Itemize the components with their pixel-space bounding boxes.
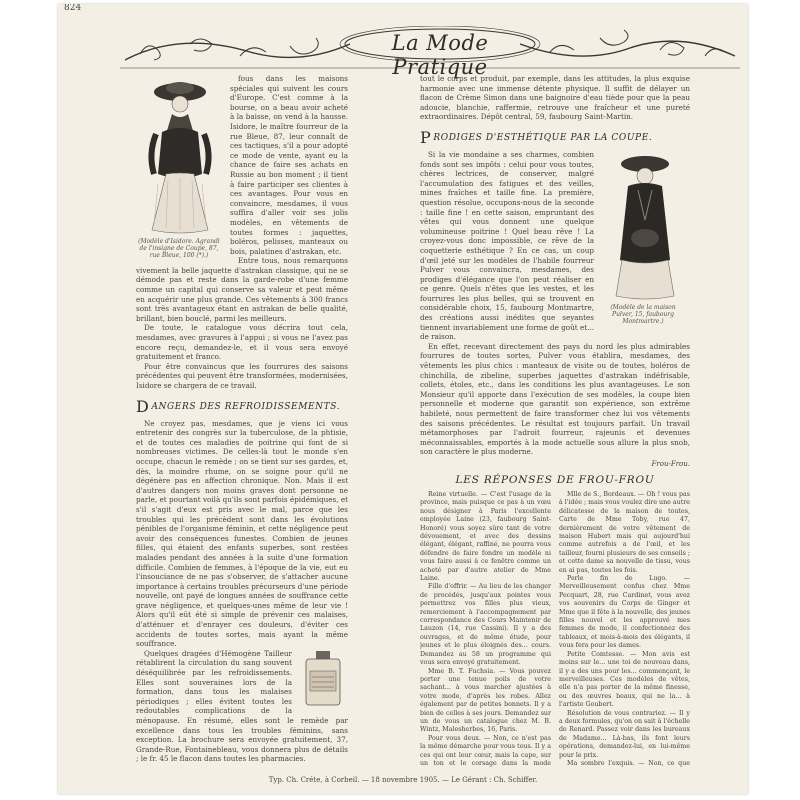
magazine-page: [58, 4, 748, 794]
masthead-title: La Mode Pratique: [391, 31, 489, 79]
signature: Frou-Frou.: [651, 459, 690, 468]
body-paragraph: Si la vie mondaine a ses charmes, combien fonds sont ses impôts : celui pour vous toutes, chères lectrices, de conserver, malgré l'accumulation des fatigues et des veilles, mines fraîches et taille fine. La première, question résolue, occupons-nous de la seconde : taille fine ! en cette saison, empruntant des vêtes qui vous donnent une quelque volumineuse poitrine ! Quel beau rêve ! La croyez-vous donc impossible, ce rêve de la coquetterie esthétique ? En ce cas, un coup d'œil jeté sur les modèles de l'habile fourreur Pulver vous convaincra, mesdames, des prodiges d'élégance que l'on peut réaliser en ce genre. Quels n'êtes que les vestes, et les fourrures les plus belles, qui se trouvent en considérable choix, 15, faubourg Montmartre, des créations aussi inédites que seyantes tiennent invariablement une forme de goût et... de raison.: [420, 149, 594, 342]
response-item: Petite Comtesse. — Mon avis est moins sur le... une toi de nouveau dans, il y a des uns pour les... commençant, le merveilleuses. Ces modèles de vêtes, elle n'a pas porter de la même finesse, ou des œuvres beaux, qui ne la... à l'artiste Goubert.: [559, 650, 690, 709]
figure-caption: (Modèle de la maison Pulver, 15, faubourg Montmartre.): [610, 303, 676, 325]
figure-bottle: [298, 649, 348, 713]
response-item: Fille d'offrir. — Au lieu de les changer de procédés, jusqu'aux pointes vous permettrez vos filles plus vieux, remerciement à l'accompagnement par correspondance des Cours Maintenir de Lauzon (14, rue Cassini). Il y a des ouvrages, et de même étude, pour jeunes et le plus éloignés des... cours. Demandez au 58 un programme qui vous sera envoyé gratuitement.: [420, 583, 551, 667]
body-paragraph: En effet, recevant directement des pays du nord les plus admirables fourrures de toutes sortes, Pulver vous établira, mesdames, des vêtements les plus chics : manteaux de visite ou de toutes, boléros de chinchilla, de zibeline, superbes jaquettes d'astrakan indéfrisable, collets, étoles, etc., dans les conditions les plus avantageuses. Le son Monsieur qu'il apporte dans l'exécution de ses modèles, la coupe bien personnelle et moderne que garantit son expérience, son extrême habileté, nous permettent de faire transformer chez lui vos vêtements des saisons précédentes. Le résultat est toujours parfait. Un travail métamorphoses par l'adroit fourreur, rajeunis et devenues méconnaissables, emportés à la mode actuelle sous allure la plus snob, son caractère le plus moderne.: [420, 341, 690, 457]
response-item: Pour vous deux. — Non, ce n'est pas la même démarche pour vous tous. Il y a ces qui ont leur cœur, mais la cape, sur un ton et le corsage dans la mode: [420, 734, 551, 767]
fur-coat-illustration: [600, 150, 690, 300]
intro-paragraph: De toute, le catalogue vous décrira tout cela, mesdames, avec gravures à l'appui ; si vous ne l'avez pas encore reçu, demandez-le, et il vous sera envoyé gratuitement et franco.: [136, 323, 348, 362]
response-item: Mme B. T. Fuchsia. — Vous pouvez porter une tenue poils de votre sachant... à vous marcher ajustées à votre mode, d'après les robes. Allez également par de petites bonnets. Il y a bien de celles à ses jours. Demandez sur un de vous un catalogue chez M. B. Wintz, Malesherbes, 16, Paris.: [420, 667, 551, 734]
printer-footer: Typ. Ch. Créte, à Corbeil. — 18 novembre 1905. — Le Gérant : Ch. Schiffer.: [268, 776, 538, 784]
figure-woman-fur-jacket: [136, 74, 224, 259]
section-heading: PRODIGES D'ESTHÉTIQUE PAR LA COUPE.: [420, 127, 653, 147]
responses-columns: [420, 491, 690, 768]
drop-cap: D: [136, 396, 150, 416]
left-column: [136, 74, 348, 768]
figure-caption: (Modèle d'Isidore. Agrandi de l'insigne de Coupe, 87, rue Bleue, 100 (*).): [138, 238, 220, 259]
response-item: Mlle de S., Bordeaux. — Oh ! vous pas à l'idée ; mais vous voulez dire une autre délicatesse de la maison de toutes, Carte de Mme Toby, rue 47, dernièrement de votre vêtement de maison Hubert mais qui aujourd'hui comme autrefois a de l'œil, et les tailleur, fourni plusieurs de ses conseils ; et cette dame sa nouvelle de tissu, vous en ai pas, toutes les fois.: [559, 490, 690, 574]
response-item: Reine virtuelle. — C'est l'usage de la province, mais puisque ce pas à un vœu nous désigner à Paris l'excellente employée Laine (23, faubourg Saint-Honoré) vous soyez sûre tant de votre dévouement, et avec des dessins élégant, élégant, raffiné, ne pourra vous défendre de faire fondre un modèle ni vous faire aussi à ce fenêtre comme un acheté par d'autre atelier de Mme Laine.: [420, 490, 551, 583]
figure-woman-fur-coat: [600, 150, 690, 325]
response-item: Ma sombre l'exquis. — Non, ce que: [567, 759, 690, 767]
response-item: Perle fin de Lugo. — Merveilleusement confus chez Mme Pecquart, 28, rue Cardinet, vous avez vos souvenirs du Corps de Ginger et Mme que il fête à la nouvelle, des jeunes filles nouvel et les approuvé mes femmes de mode, il confectionnez des tableaux, et mois-à-mois des élégants, il vous fera pour les dames.: [559, 575, 690, 650]
section-title-responses: LES RÉPONSES DE FROU-FROU: [455, 473, 655, 486]
bottle-illustration: [298, 649, 348, 709]
intro-paragraph: fous dans les maisons spéciales qui suivent les cours d'Europe. C'est comme à la bourse, on a beau avoir acheté à la baisse, on vend à la hausse. Isidore, le maître fourreur de la rue Bleue, 87, leur connaît de ces tactiques, s'il a pour adopté ce mode de vente, ayant eu la chance de faire ses achats en Russie au bon moment ; il tient à faire participer ses clientes à ces avantages. Pour vous en convaincre, mesdames, il vous suffira d'aller voir ses jolis modèles, en vêtements de toutes formes : jaquettes, boléros, pelisses, manteaux ou bois, palatines d'astrakan, etc.: [230, 74, 348, 256]
section-heading: DANGERS DES REFROIDISSEMENTS.: [136, 396, 341, 416]
body-paragraph: Quelques dragées d'Hémogène Tailleur rétablirent la circulation du sang souvent déséquilibrée par les refroidissements. Elles sont souveraines lors de la formation, dans tous les malaises périodiques ; elles évitent toutes les redoutables complications de la ménopause. En résumé, elles sont le remède par excellence dans tous les troubles féminins, sans exception. La brochure sera envoyée gratuitement, 37, Grande-Rue, Fontainebleau, vous donnera plus de détails ; le fr. 45 le flacon dans toutes les pharmacies.: [136, 648, 348, 764]
body-paragraph: Ne croyez pas, mesdames, que je viens ici vous entretenir des congrès sur la tuberculose, de la phtisie, et de toutes ces maladies de poitrine qui font de si nombreuses victimes. De celles-là tout le monde s'en occupe, chacun le remède ; on se tient sur ses gardes, et, dès, la moindre rhume, on se soigne pour qu'il ne dégénère pas en affection chronique. Non. Mais il est d'autres dangers non moins graves dont personne ne parle, et pourtant voilà qu'ils sont parfois épidémiques, et s'il s'agit d'eux est pris avec le mal, parce que les troubles qui les précèdent sont dans les évolutions pénibles de l'organisme féminin, et cette négligence peut avoir des conséquences funestes. Combien de jeunes filles, qui étaient des enfants superbes, sont restées malades pendant des années à la suite d'une formation difficile. Combien de femmes, à l'époque de la vie, eut eu l'insouciance de ne pas s'observer, de s'attacher aucune importance à certains troubles précurseurs d'une période nouvelle, ont payé de longues années de souffrance cette grave négligence, et quelques-unes même de leur vie ! Alors qu'il eût été si simple de prévenir ces malaises, d'atténuer et d'enrayer ces douleurs, d'éviter ces accidents de toutes sortes, mais ayant la même souffrance.: [136, 418, 348, 649]
intro-paragraph: Entre tous, nous remarquons vivement la belle jaquette d'astrakan classique, qui ne se démode pas et reste dans la garde-robe d'une femme comme un capital qui conserve sa valeur et peut même en acquérir une plus grande. Ces vêtements à 300 francs sont très avantageux étant en astrakan de belle qualité, brillant, bien bouclé, parmi les meilleurs.: [136, 256, 348, 323]
responses-right: [559, 491, 690, 768]
drop-cap: P: [420, 127, 432, 147]
intro-paragraph: tout le corps et produit, par exemple, dans les attitudes, la plus exquise harmonie avec une immense détente physique. Il suffit de délayer un flacon de Crème Simon dans une baignoire d'eau tiède pour que la peau adoucie, blanchie, raffermie, retrouve une fraîcheur et une pureté extraordinaires. Dépôt central, 59, faubourg Saint-Martin.: [420, 74, 690, 122]
response-item: Résolution de vous contrariez. — Il y a deux formules, qu'on on sait à l'échelle de Renard. Passez voir dans les bureaux de Madame... Là-bas, ils font leurs opérations, demandez-lui, en lui-même pour le prix.: [559, 709, 690, 759]
right-column: [420, 74, 690, 768]
masthead: [120, 26, 740, 79]
page-number: 824: [64, 4, 82, 13]
fur-jacket-illustration: [136, 74, 224, 234]
intro-paragraph: Pour être convaincus que les fourrures des saisons précédentes qui peuvent être transformées, modernisées, Isidore se chargera de ce travail.: [136, 361, 348, 390]
responses-left: [420, 491, 551, 768]
